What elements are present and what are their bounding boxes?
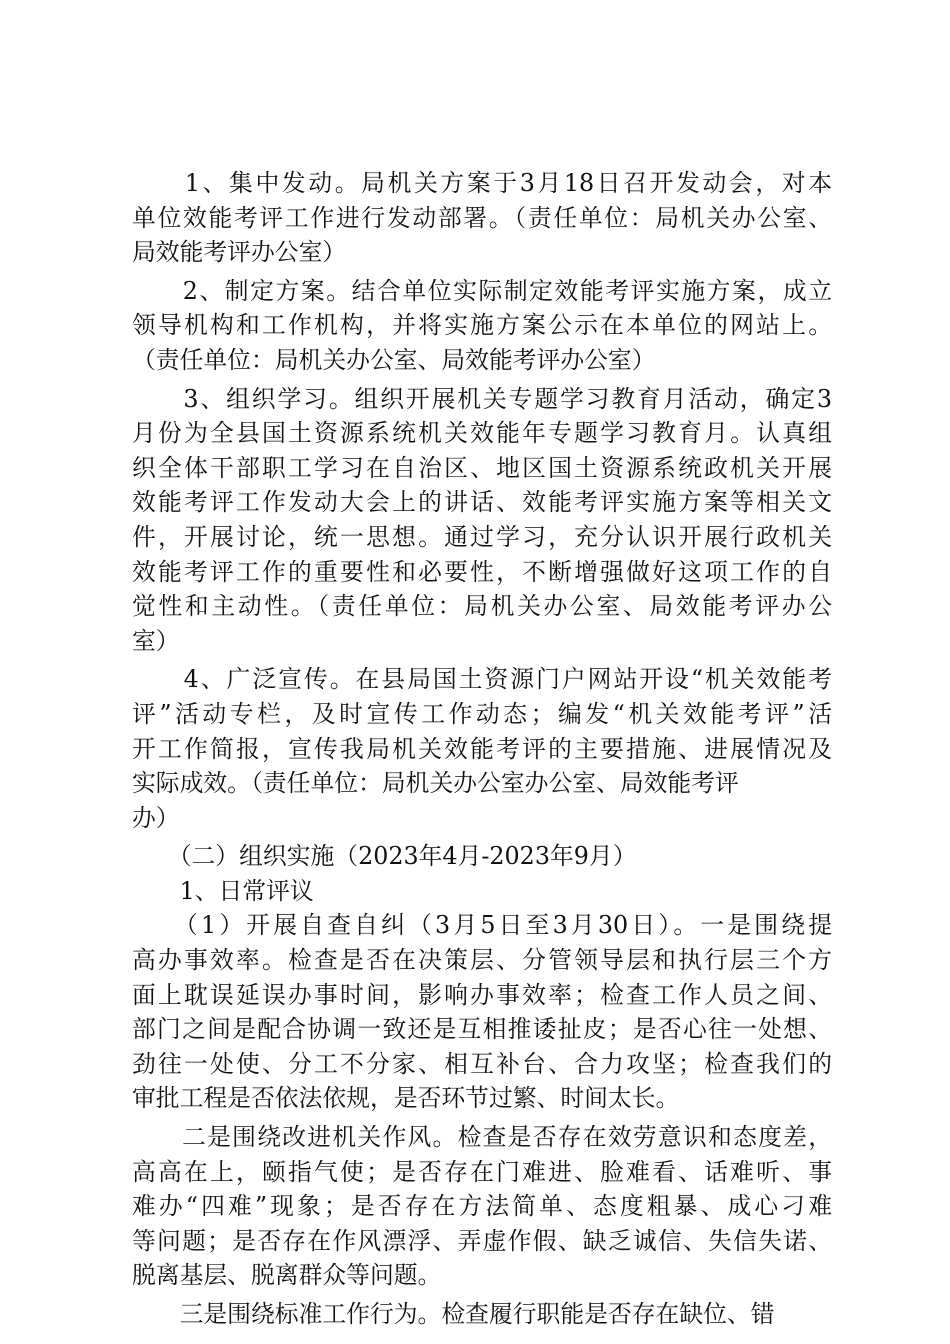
text-line: 件，开展讨论，统一思想。通过学习，充分认识开展行政机关	[132, 522, 832, 551]
paragraph-work-style	[132, 1120, 832, 1293]
text-line: 效能考评工作的重要性和必要性，不断增强做好这项工作的自	[132, 557, 832, 586]
text-line: 效能考评工作发动大会上的讲话、效能考评实施方案等相关文	[132, 488, 832, 517]
text-line: 实际成效。（责任单位：局机关办公室办公室、局效能考评	[132, 769, 739, 798]
paragraph-publicity	[132, 662, 832, 835]
text-line: 局效能考评办公室）	[132, 238, 347, 267]
text-line: 织全体干部职工学习在自治区、地区国土资源系统政机关开展	[132, 453, 832, 482]
text-line: 室）	[132, 626, 180, 655]
text-line: （1）开展自查自纠（3月5日至3月30日）。一是围绕提	[132, 911, 832, 940]
text-line: 2、制定方案。结合单位实际制定效能考评实施方案，成立	[132, 276, 832, 305]
text-line: 等问题；是否存在作风漂浮、弄虚作假、缺乏诚信、失信失诺、	[132, 1226, 832, 1255]
text-line: 办）	[132, 803, 180, 832]
text-line: 3、组织学习。组织开展机关专题学习教育月活动，确定3	[132, 384, 832, 413]
text-line: 二是围绕改进机关作风。检查是否存在效劳意识和态度差，	[132, 1123, 832, 1152]
text-line: 部门之间是配合协调一致还是互相推诿扯皮；是否心往一处想、	[132, 1015, 832, 1044]
paragraph-concentrated-launch	[132, 166, 832, 270]
subheading-daily-review	[132, 874, 832, 909]
text-line: 三是围绕标准工作行为。检查履行职能是否存在缺位、错	[132, 1300, 775, 1328]
paragraph-organize-study	[132, 382, 832, 659]
text-line: 高办事效率。检查是否在决策层、分管领导层和执行层三个方	[132, 946, 832, 975]
text-line: （二）组织实施（2023年4月-2023年9月）	[132, 842, 637, 871]
text-line: 觉性和主动性。（责任单位：局机关办公室、局效能考评办公	[132, 592, 832, 621]
paragraph-self-inspection	[132, 908, 832, 1116]
text-line: 单位效能考评工作进行发动部署。（责任单位：局机关办公室、	[132, 203, 832, 232]
text-line: 4、广泛宣传。在县局国土资源门户网站开设“机关效能考	[132, 665, 832, 694]
text-line: 开工作简报，宣传我局机关效能考评的主要措施、进展情况及	[132, 734, 832, 763]
text-line: 1、日常评议	[132, 876, 314, 905]
text-line: 月份为全县国土资源系统机关效能年专题学习教育月。认真组	[132, 419, 832, 448]
text-line: 劲往一处使、分工不分家、相互补台、合力攻坚；检查我们的	[132, 1049, 832, 1078]
text-line: 领导机构和工作机构，并将实施方案公示在本单位的网站上。	[132, 311, 832, 340]
section-heading-implementation	[132, 839, 832, 874]
text-line: （责任单位：局机关办公室、局效能考评办公室）	[132, 345, 656, 374]
paragraph-formulate-plan	[132, 274, 832, 378]
text-line: 审批工程是否依法依规，是否环节过繁、时间太长。	[132, 1084, 680, 1113]
text-line: 高高在上，颐指气使；是否存在门难进、脸难看、话难听、事	[132, 1157, 832, 1186]
text-line: 脱离基层、脱离群众等问题。	[132, 1261, 442, 1290]
text-line: 面上耽误延误办事时间，影响办事效率；检查工作人员之间、	[132, 980, 832, 1009]
text-line: 1、集中发动。局机关方案于3月18日召开发动会，对本	[132, 169, 832, 197]
text-line: 评”活动专栏，及时宣传工作动态；编发“机关效能考评”活	[132, 699, 832, 728]
document-page	[132, 166, 832, 1332]
paragraph-standard-behavior	[132, 1297, 832, 1332]
text-line: 难办“四难”现象；是否存在方法简单、态度粗暴、成心刁难	[132, 1192, 832, 1221]
